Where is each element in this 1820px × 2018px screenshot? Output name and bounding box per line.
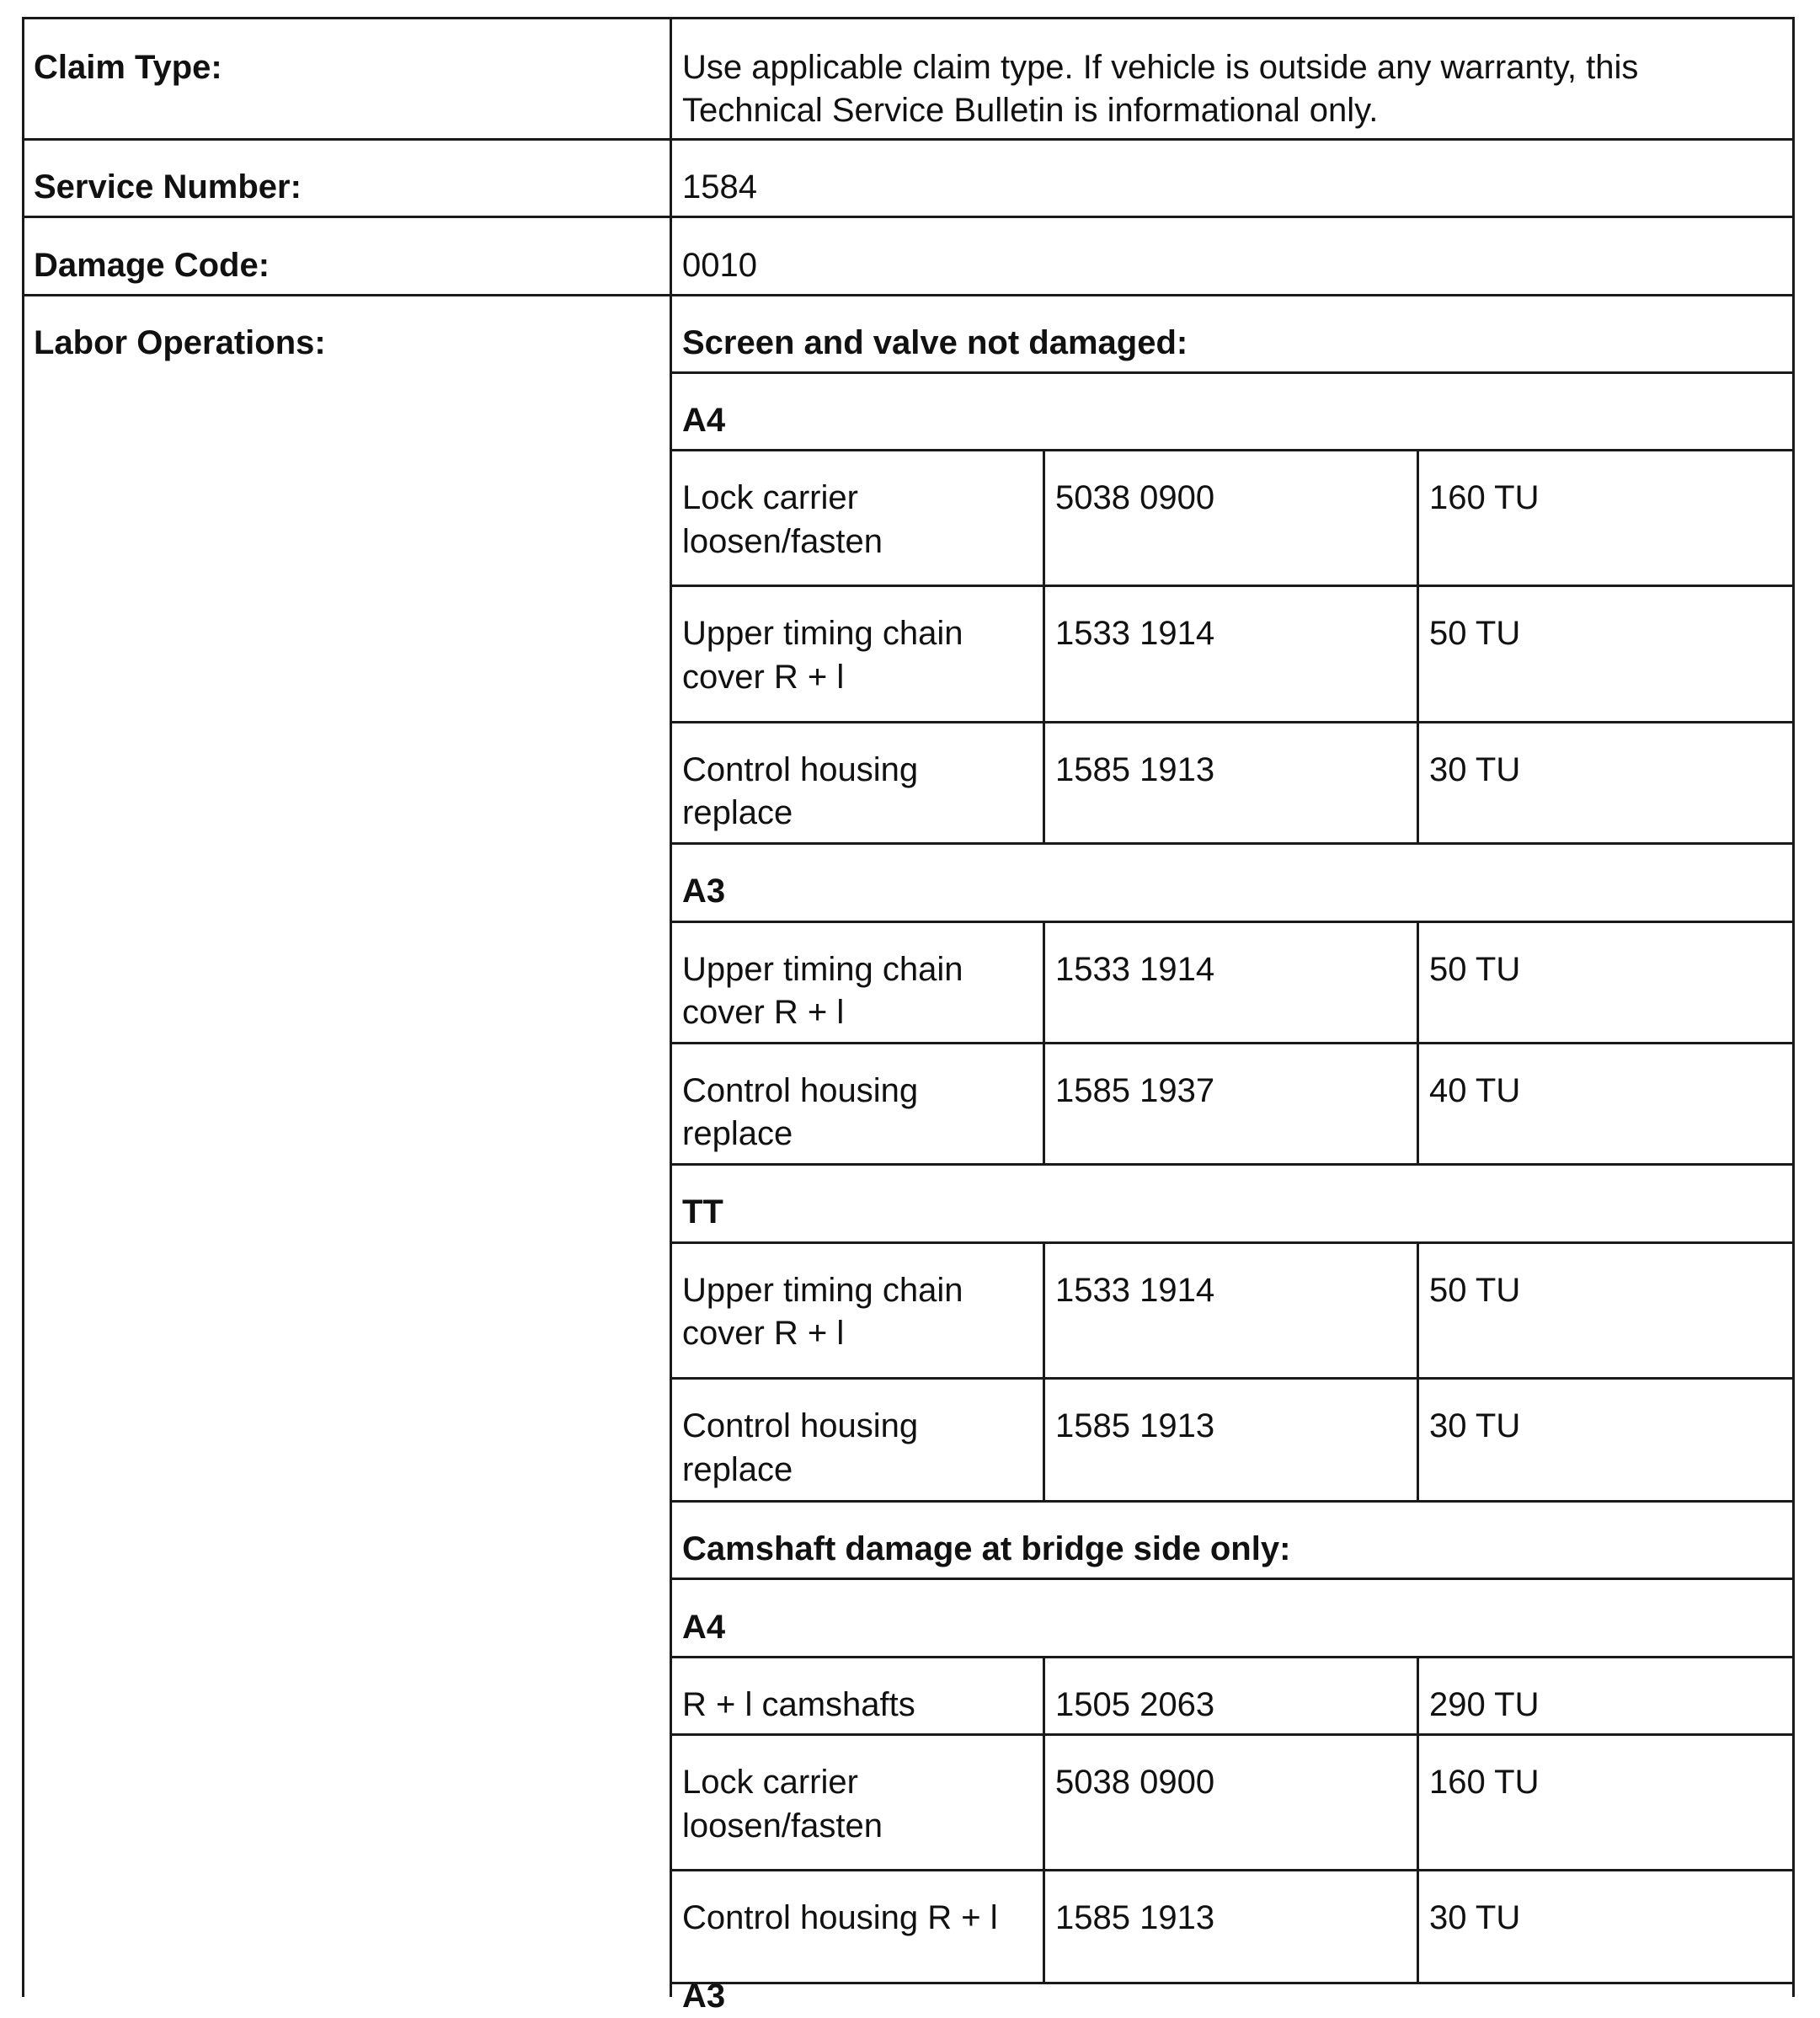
damage-code-value: 0010 <box>682 247 757 284</box>
operation-code: 1585 1913 <box>1055 751 1215 788</box>
model-heading: A4 <box>682 402 726 439</box>
operation-description: cover R + l <box>682 659 845 696</box>
operation-description: cover R + l <box>682 1315 845 1352</box>
operation-description: Control housing R + l <box>682 1899 998 1936</box>
model-heading: A4 <box>682 1609 726 1646</box>
row-divider <box>670 921 1795 923</box>
sub-column-divider-2 <box>1417 1656 1419 1984</box>
operation-time: 30 TU <box>1429 751 1521 788</box>
operation-time: 290 TU <box>1429 1686 1540 1723</box>
service-number-value: 1584 <box>682 168 757 206</box>
operation-description: Upper timing chain <box>682 951 963 988</box>
operation-description: Control housing <box>682 751 919 788</box>
sub-column-divider-1 <box>1043 449 1045 844</box>
model-heading: A3 <box>682 1978 726 2015</box>
operation-code: 1533 1914 <box>1055 951 1215 988</box>
sub-column-divider-1 <box>1043 1656 1045 1984</box>
row-divider <box>670 1377 1795 1380</box>
operation-description: replace <box>682 1115 793 1152</box>
row-divider <box>670 1656 1795 1658</box>
operation-description: replace <box>682 1451 793 1488</box>
row-divider <box>670 1733 1795 1736</box>
operation-time: 50 TU <box>1429 951 1521 988</box>
operation-description: Upper timing chain <box>682 615 963 652</box>
row-divider <box>670 1578 1795 1580</box>
column-divider-label-value <box>670 17 672 1997</box>
sub-column-divider-2 <box>1417 1241 1419 1502</box>
sub-column-divider-1 <box>1043 1241 1045 1502</box>
operation-code: 5038 0900 <box>1055 479 1215 516</box>
operation-time: 30 TU <box>1429 1407 1521 1444</box>
row-divider <box>22 138 1795 141</box>
operation-description: Control housing <box>682 1407 919 1444</box>
damage-code-label: Damage Code: <box>34 247 270 284</box>
labor-operations-label: Labor Operations: <box>34 324 326 361</box>
operation-code: 1585 1937 <box>1055 1072 1215 1109</box>
operation-description: loosen/fasten <box>682 1807 883 1844</box>
row-divider <box>670 1869 1795 1871</box>
claim-type-value-line2: Technical Service Bulletin is informational only. <box>682 92 1379 129</box>
operation-code: 1505 2063 <box>1055 1686 1215 1723</box>
row-divider <box>670 449 1795 451</box>
row-divider <box>22 294 1795 296</box>
claim-type-value-line1: Use applicable claim type. If vehicle is outside any warranty, this <box>682 49 1639 86</box>
operation-code: 1585 1913 <box>1055 1899 1215 1936</box>
operation-description: Lock carrier <box>682 479 858 516</box>
operation-time: 30 TU <box>1429 1899 1521 1936</box>
operation-description: Control housing <box>682 1072 919 1109</box>
row-divider <box>670 1163 1795 1166</box>
row-divider <box>670 1982 1795 1984</box>
operation-code: 1533 1914 <box>1055 1272 1215 1309</box>
operation-time: 40 TU <box>1429 1072 1521 1109</box>
row-divider <box>670 1500 1795 1503</box>
row-divider <box>670 1241 1795 1244</box>
operation-description: R + l camshafts <box>682 1686 915 1723</box>
operation-description: Upper timing chain <box>682 1272 963 1309</box>
operation-time: 160 TU <box>1429 1764 1540 1801</box>
row-divider <box>670 585 1795 587</box>
model-heading: TT <box>682 1193 723 1231</box>
operation-code: 1533 1914 <box>1055 615 1215 652</box>
service-number-label: Service Number: <box>34 168 302 206</box>
row-divider <box>22 216 1795 218</box>
table-border-right <box>1792 17 1795 1997</box>
table-border-left <box>22 17 24 1997</box>
model-heading: A3 <box>682 873 726 910</box>
operation-description: loosen/fasten <box>682 523 883 560</box>
operation-time: 50 TU <box>1429 615 1521 652</box>
row-divider <box>670 721 1795 723</box>
operation-time: 50 TU <box>1429 1272 1521 1309</box>
section-title: Camshaft damage at bridge side only: <box>682 1530 1291 1567</box>
sub-column-divider-2 <box>1417 449 1419 844</box>
operation-code: 5038 0900 <box>1055 1764 1215 1801</box>
operation-time: 160 TU <box>1429 479 1540 516</box>
table-border-top <box>22 17 1795 19</box>
claim-type-label: Claim Type: <box>34 49 222 86</box>
operation-description: Lock carrier <box>682 1764 858 1801</box>
row-divider <box>670 842 1795 845</box>
row-divider <box>670 1042 1795 1044</box>
operation-description: replace <box>682 794 793 831</box>
operation-description: cover R + l <box>682 994 845 1031</box>
operation-code: 1585 1913 <box>1055 1407 1215 1444</box>
row-divider <box>670 371 1795 374</box>
section-title: Screen and valve not damaged: <box>682 324 1188 361</box>
